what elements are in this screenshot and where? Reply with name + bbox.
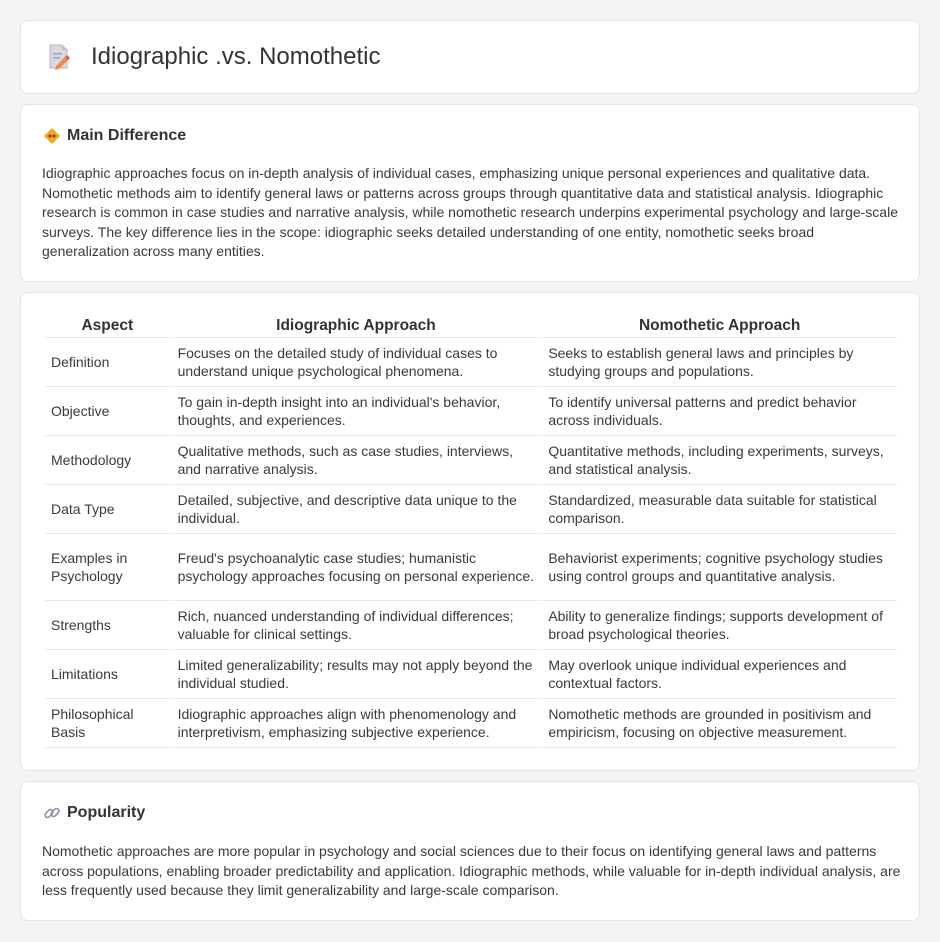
- comparison-card: [20, 292, 920, 771]
- idiographic-cell: Focuses on the detailed study of individual cases to understand unique psychological phenomena.: [172, 338, 541, 387]
- header-idiographic: Idiographic Approach: [172, 315, 541, 338]
- main-difference-title: Main Difference: [67, 127, 187, 144]
- table-row: [45, 387, 897, 436]
- main-difference-card: [20, 104, 920, 282]
- aspect-cell: Limitations: [45, 650, 170, 699]
- nomothetic-cell: Standardized, measurable data suitable for statistical comparison.: [542, 485, 897, 534]
- popularity-text: Nomothetic approaches are more popular in psychology and social sciences due to their focus on identifying general laws and patterns across populations, enabling broader predictability and application. Idiographic methods, while valuable for in-depth individual analysis, are less frequently used because they limit generalizability and large-scale comparison.: [42, 843, 901, 898]
- idiographic-cell: Idiographic approaches align with phenomenology and interpretivism, emphasizing subjective experience.: [172, 699, 541, 748]
- aspect-cell: Philosophical Basis: [45, 699, 170, 748]
- idiographic-cell: Rich, nuanced understanding of individual differences; valuable for clinical settings.: [172, 601, 541, 650]
- nomothetic-cell: Ability to generalize findings; supports development of broad psychological theories.: [542, 601, 897, 650]
- header-aspect: Aspect: [45, 315, 170, 338]
- table-row: [45, 436, 897, 485]
- main-difference-header: [43, 127, 186, 145]
- idiographic-cell: To gain in-depth insight into an individual's behavior, thoughts, and experiences.: [172, 387, 541, 436]
- diamond-badge-icon: [43, 127, 61, 145]
- nomothetic-cell: Nomothetic methods are grounded in positivism and empiricism, focusing on objective measurement.: [542, 699, 897, 748]
- table-row: [45, 485, 897, 534]
- nomothetic-cell: Behaviorist experiments; cognitive psychology studies using control groups and quantitative analysis.: [542, 534, 897, 601]
- link-icon: [43, 804, 61, 822]
- table-header-row: [45, 315, 897, 338]
- popularity-title: Popularity: [67, 804, 146, 821]
- header-card: [20, 20, 920, 94]
- document-edit-icon: [47, 44, 71, 70]
- idiographic-cell: Freud's psychoanalytic case studies; humanistic psychology approaches focusing on personal experience.: [172, 534, 541, 601]
- idiographic-cell: Detailed, subjective, and descriptive data unique to the individual.: [172, 485, 541, 534]
- idiographic-cell: Qualitative methods, such as case studies, interviews, and narrative analysis.: [172, 436, 541, 485]
- popularity-header: [43, 804, 145, 822]
- idiographic-cell: Limited generalizability; results may not apply beyond the individual studied.: [172, 650, 541, 699]
- table-row: [45, 650, 897, 699]
- table-row: [45, 601, 897, 650]
- aspect-cell: Definition: [45, 338, 170, 387]
- popularity-card: [20, 781, 920, 921]
- nomothetic-cell: Seeks to establish general laws and principles by studying groups and populations.: [542, 338, 897, 387]
- page-title: Idiographic .vs. Nomothetic: [91, 43, 381, 70]
- table-row: [45, 338, 897, 387]
- table-row: [45, 699, 897, 748]
- table-row: [45, 534, 897, 601]
- main-difference-text: Idiographic approaches focus on in-depth analysis of individual cases, emphasizing unique personal experiences and qualitative data. Nomothetic methods aim to identify general laws or patterns across groups through quantitative data and statistical analysis. Idiographic research is common in case studies and narrative analysis, while nomothetic research underpins experimental psychology and large-scale surveys. The key difference lies in the scope: idiographic seeks detailed understanding of one entity, nomothetic seeks broad generalization across many entities.: [42, 165, 898, 259]
- nomothetic-cell: To identify universal patterns and predict behavior across individuals.: [542, 387, 897, 436]
- nomothetic-cell: Quantitative methods, including experiments, surveys, and statistical analysis.: [542, 436, 897, 485]
- aspect-cell: Objective: [45, 387, 170, 436]
- aspect-cell: Examples in Psychology: [45, 534, 170, 601]
- header-nomothetic: Nomothetic Approach: [542, 315, 897, 338]
- aspect-cell: Methodology: [45, 436, 170, 485]
- nomothetic-cell: May overlook unique individual experiences and contextual factors.: [542, 650, 897, 699]
- comparison-table: [43, 315, 899, 748]
- aspect-cell: Data Type: [45, 485, 170, 534]
- aspect-cell: Strengths: [45, 601, 170, 650]
